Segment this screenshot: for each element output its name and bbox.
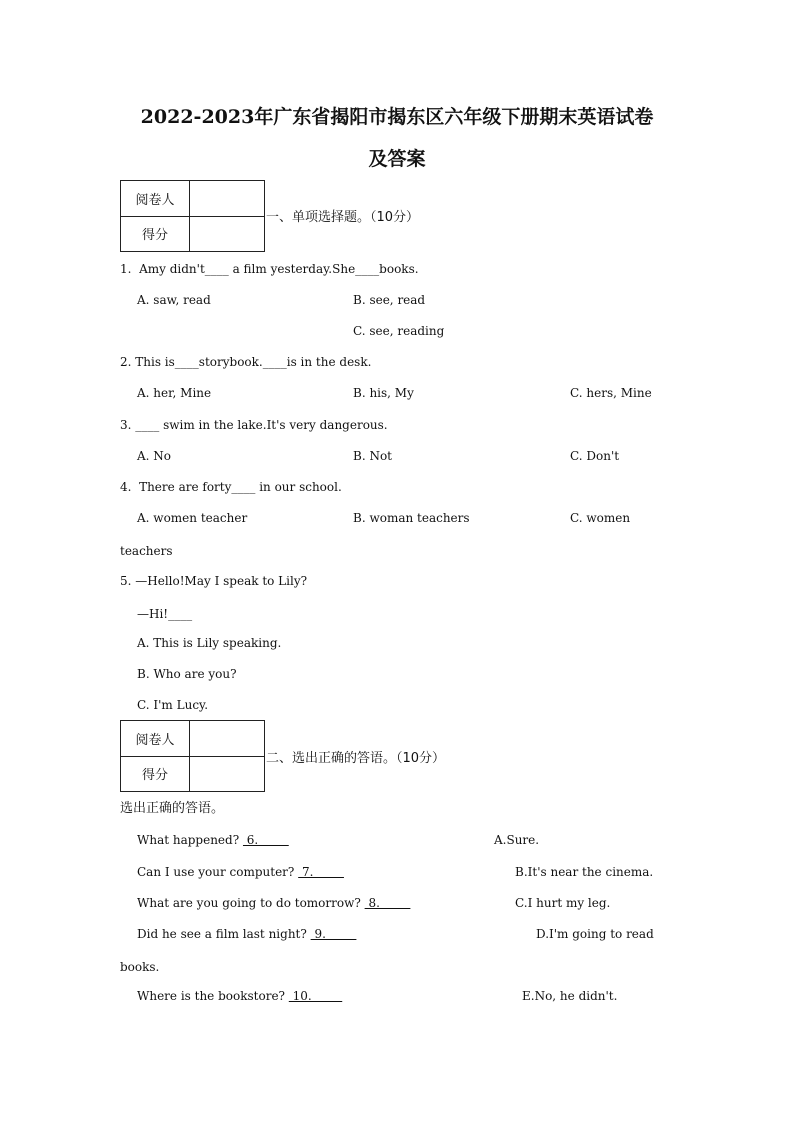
q3-stem: 3. ____ swim in the lake.It's very dangerous. bbox=[120, 418, 388, 432]
q3-option-a: A. No bbox=[137, 449, 172, 463]
q1-option-c: C. see, reading bbox=[353, 324, 445, 338]
q1-option-a: A. saw, read bbox=[137, 293, 211, 307]
match-row-9 bbox=[137, 927, 356, 941]
q4-option-a: A. women teacher bbox=[137, 511, 248, 525]
q4-option-c-continued: teachers bbox=[120, 544, 173, 558]
question-text: What are you going to do tomorrow? bbox=[137, 896, 365, 910]
q5-stem: 5. —Hello!May I speak to Lily? bbox=[120, 574, 308, 588]
q4-option-c: C. women bbox=[570, 511, 631, 525]
answer-blank: 6. bbox=[242, 833, 289, 847]
match-row-10 bbox=[137, 989, 342, 1003]
q1-option-b: B. see, read bbox=[353, 293, 426, 307]
score-box-1 bbox=[120, 180, 265, 252]
question-text: Can I use your computer? bbox=[137, 865, 299, 879]
q2-option-a: A. her, Mine bbox=[137, 386, 212, 400]
answer-option-d: D.I'm going to read bbox=[536, 927, 654, 941]
answer-option-e: E.No, he didn't. bbox=[522, 989, 618, 1003]
reviewer-cell bbox=[190, 181, 265, 217]
match-row-8 bbox=[137, 896, 410, 910]
answer-option-d-continued: books. bbox=[120, 960, 160, 974]
score-box-2 bbox=[120, 720, 265, 792]
score-cell bbox=[190, 756, 265, 792]
page-title-line2: 及答案 bbox=[368, 148, 426, 170]
answer-option-b: B.It's near the cinema. bbox=[515, 865, 654, 879]
section-2-instruction: 选出正确的答语。 bbox=[120, 801, 225, 816]
q2-option-b: B. his, My bbox=[353, 386, 414, 400]
reviewer-cell bbox=[190, 721, 265, 757]
reviewer-label: 阅卷人 bbox=[121, 181, 190, 217]
answer-blank: 7. bbox=[298, 865, 344, 879]
score-label: 得分 bbox=[121, 216, 190, 252]
score-cell bbox=[190, 216, 265, 252]
reviewer-label: 阅卷人 bbox=[121, 721, 190, 757]
q3-option-c: C. Don't bbox=[570, 449, 620, 463]
answer-blank: 8. bbox=[364, 896, 411, 910]
q1-stem: 1. Amy didn't____ a film yesterday.She____books. bbox=[120, 262, 419, 276]
section-1-heading: 一、单项选择题。（10分） bbox=[266, 210, 420, 225]
q3-option-b: B. Not bbox=[353, 449, 392, 463]
q2-option-c: C. hers, Mine bbox=[570, 386, 652, 400]
section-2-heading: 二、选出正确的答语。（10分） bbox=[266, 751, 446, 766]
question-text: What happened? bbox=[137, 833, 243, 847]
q5-option-c: C. I'm Lucy. bbox=[137, 698, 209, 712]
match-row-6 bbox=[137, 833, 289, 847]
q4-stem: 4. There are forty____ in our school. bbox=[120, 480, 342, 494]
page-title-line1: 2022-2023年广东省揭阳市揭东区六年级下册期末英语试卷 bbox=[140, 106, 654, 128]
answer-option-c: C.I hurt my leg. bbox=[515, 896, 611, 910]
answer-blank: 9. bbox=[310, 927, 357, 941]
q5-option-a: A. This is Lily speaking. bbox=[137, 636, 282, 650]
answer-blank: 10. bbox=[288, 989, 343, 1003]
match-row-7 bbox=[137, 865, 344, 879]
question-text: Did he see a film last night? bbox=[137, 927, 311, 941]
q2-stem: 2. This is____storybook.____is in the desk. bbox=[120, 355, 372, 369]
answer-option-a: A.Sure. bbox=[494, 833, 540, 847]
score-label: 得分 bbox=[121, 756, 190, 792]
question-text: Where is the bookstore? bbox=[137, 989, 289, 1003]
q4-option-b: B. woman teachers bbox=[353, 511, 470, 525]
q5-reply: —Hi!____ bbox=[137, 607, 193, 621]
q5-option-b: B. Who are you? bbox=[137, 667, 237, 681]
